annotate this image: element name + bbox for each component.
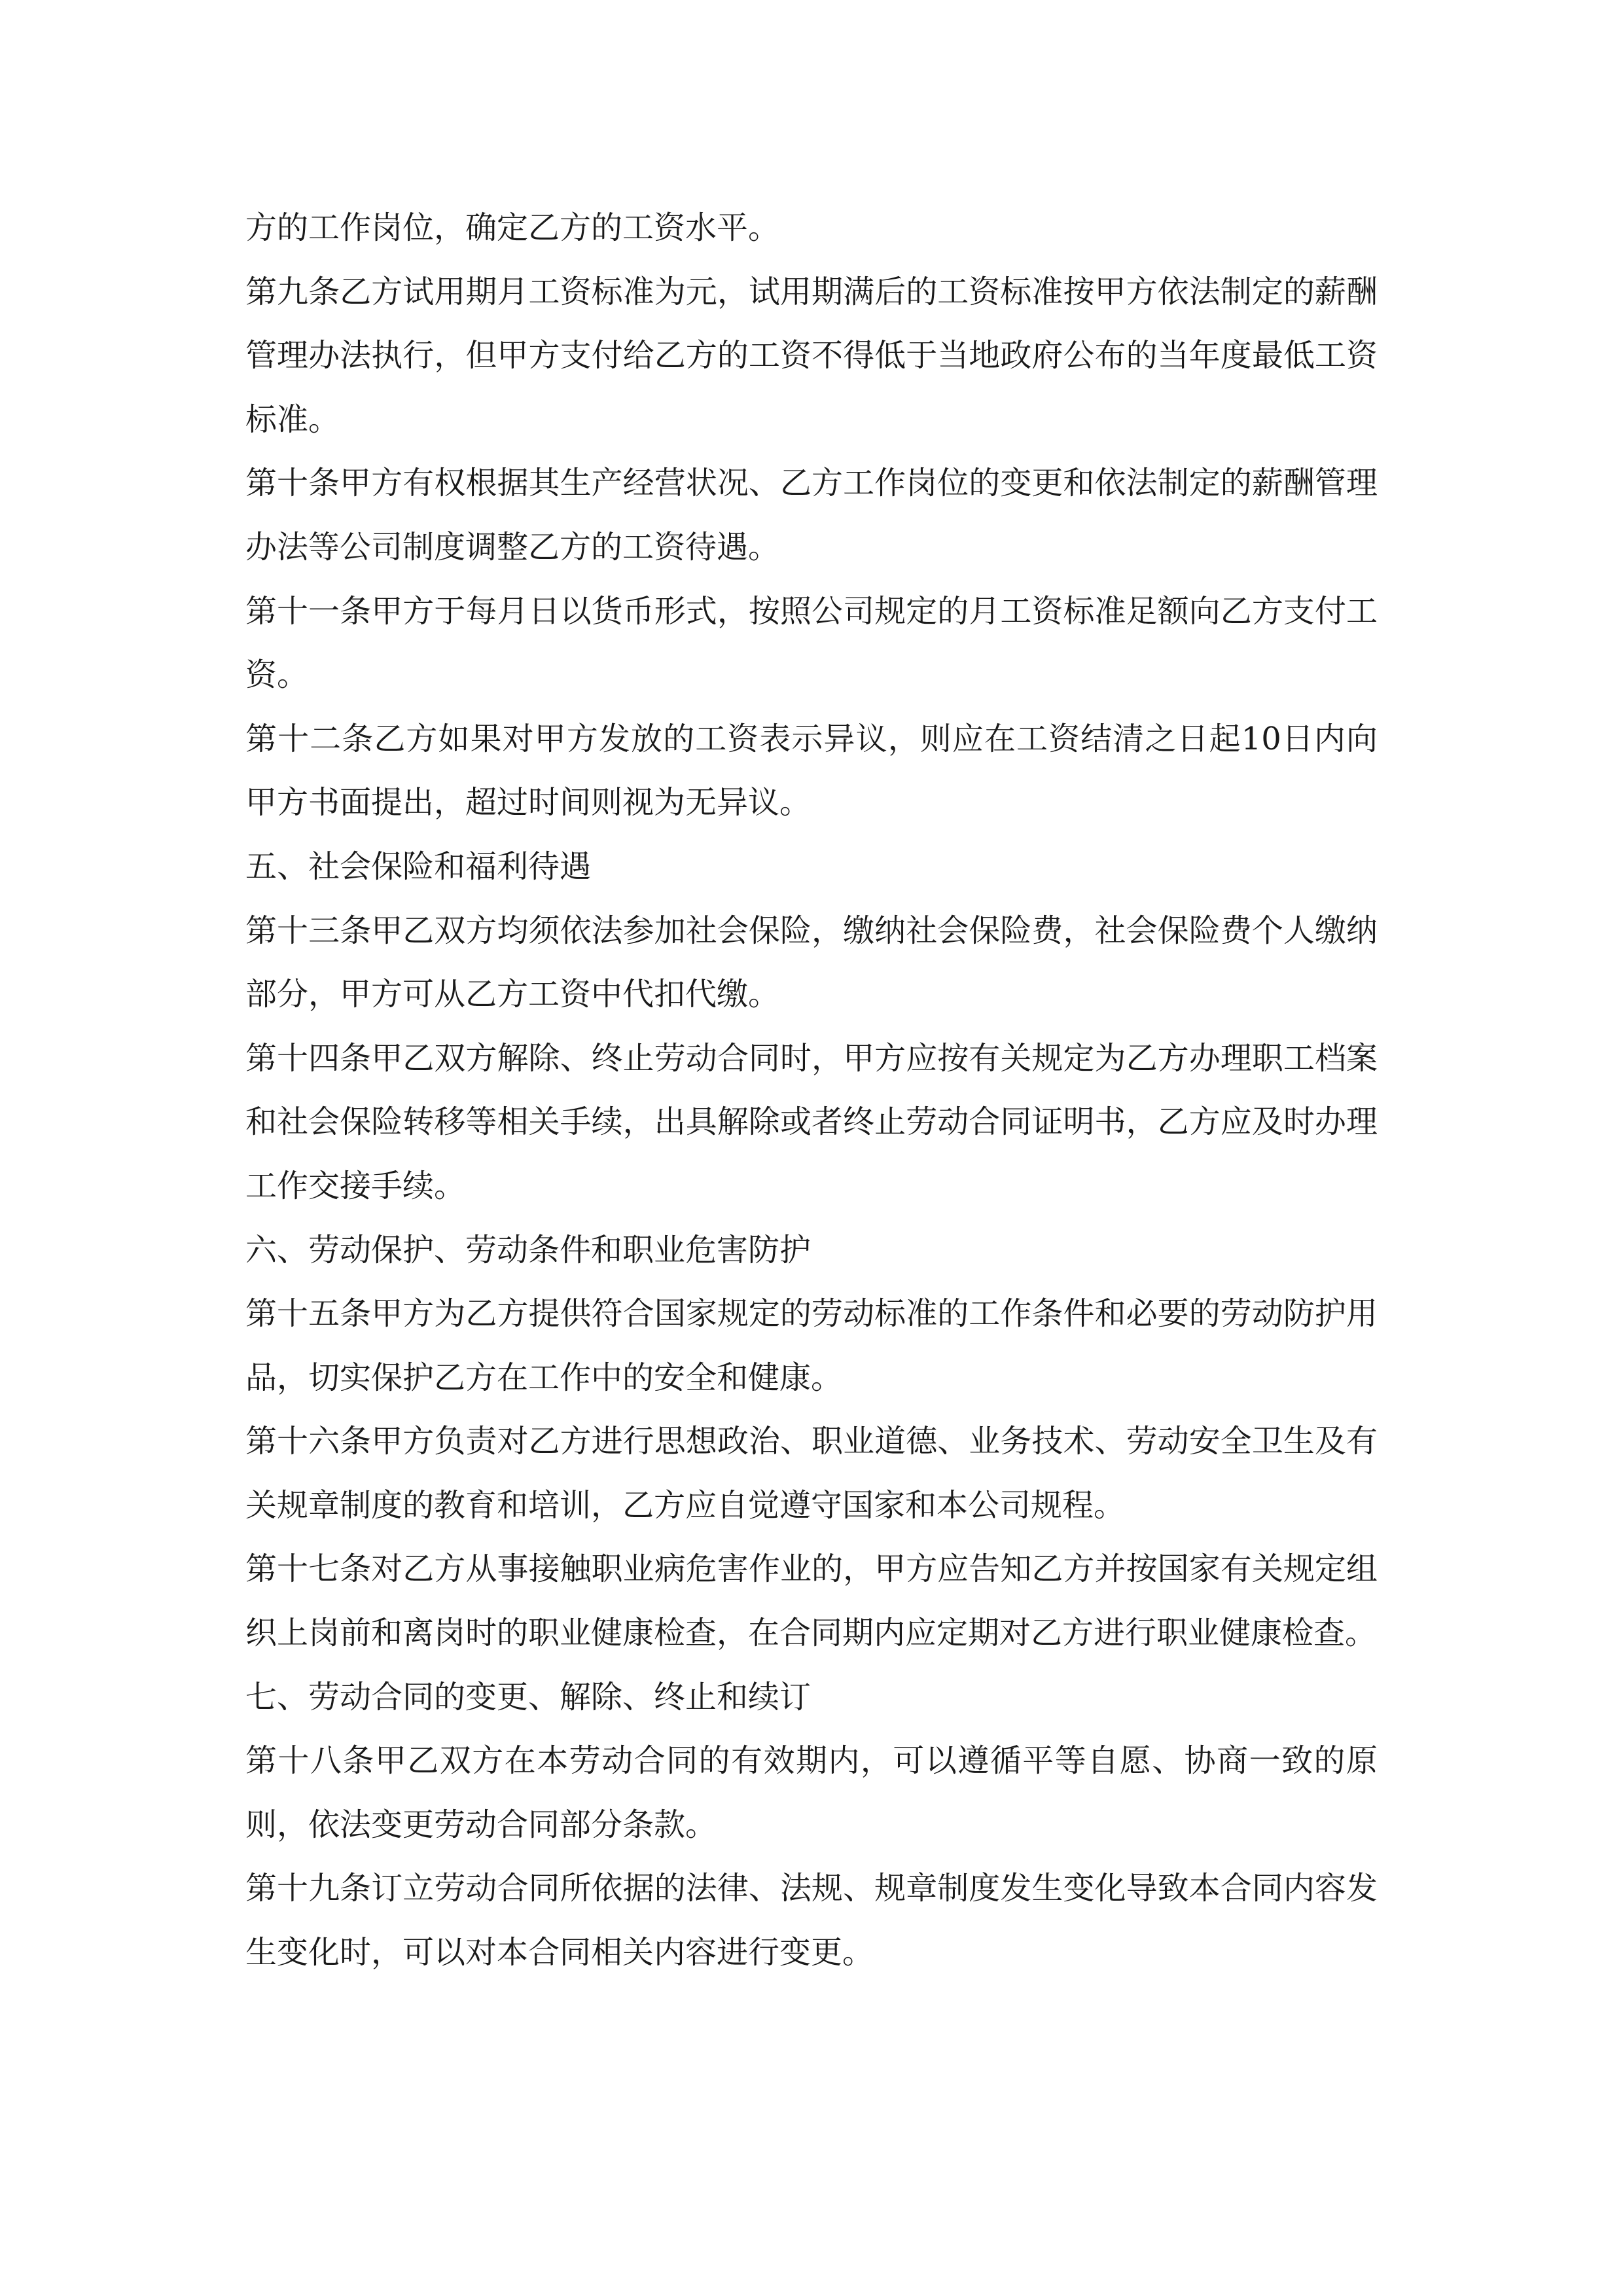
paragraph-continuation: 方的工作岗位，确定乙方的工资水平。 [245,209,780,246]
article-13: 第十三条甲乙双方均须依法参加社会保险，缴纳社会保险费，社会保险费个人缴纳部分，甲方可从乙方工资中代扣代缴。 [245,912,1378,1013]
article-17: 第十七条对乙方从事接触职业病危害作业的，甲方应告知乙方并按国家有关规定组织上岗前和离岗时的职业健康检查，在合同期内应定期对乙方进行职业健康检查。 [245,1551,1378,1652]
article-18: 第十八条甲乙双方在本劳动合同的有效期内，可以遵循平等自愿、协商一致的原则，依法变更劳动合同部分条款。 [245,1742,1378,1843]
article-11: 第十一条甲方于每月日以货币形式，按照公司规定的月工资标准足额向乙方支付工资。 [245,592,1378,694]
article-12: 第十二条乙方如果对甲方发放的工资表示异议，则应在工资结清之日起10日内向甲方书面提出，超过时间则视为无异议。 [245,720,1378,821]
article-16: 第十六条甲方负责对乙方进行思想政治、职业道德、业务技术、劳动安全卫生及有关规章制度的教育和培训，乙方应自觉遵守国家和本公司规程。 [245,1423,1378,1524]
article-9: 第九条乙方试用期月工资标准为元，试用期满后的工资标准按甲方依法制定的薪酬管理办法执行，但甲方支付给乙方的工资不得低于当地政府公布的当年度最低工资标准。 [245,273,1378,438]
article-10: 第十条甲方有权根据其生产经营状况、乙方工作岗位的变更和依法制定的薪酬管理办法等公司制度调整乙方的工资待遇。 [245,465,1378,565]
section-heading-social-insurance: 五、社会保险和福利待遇 [245,848,592,885]
article-15: 第十五条甲方为乙方提供符合国家规定的劳动标准的工作条件和必要的劳动防护用品，切实保护乙方在工作中的安全和健康。 [245,1295,1378,1396]
section-heading-contract-changes: 七、劳动合同的变更、解除、终止和续订 [245,1678,812,1715]
article-19: 第十九条订立劳动合同所依据的法律、法规、规章制度发生变化导致本合同内容发生变化时，可以对本合同相关内容进行变更。 [245,1870,1378,1971]
article-14: 第十四条甲乙双方解除、终止劳动合同时，甲方应按有关规定为乙方办理职工档案和社会保险转移等相关手续，出具解除或者终止劳动合同证明书，乙方应及时办理工作交接手续。 [245,1039,1378,1204]
document-body [245,196,1378,1985]
section-heading-labor-protection: 六、劳动保护、劳动条件和职业危害防护 [245,1231,812,1268]
